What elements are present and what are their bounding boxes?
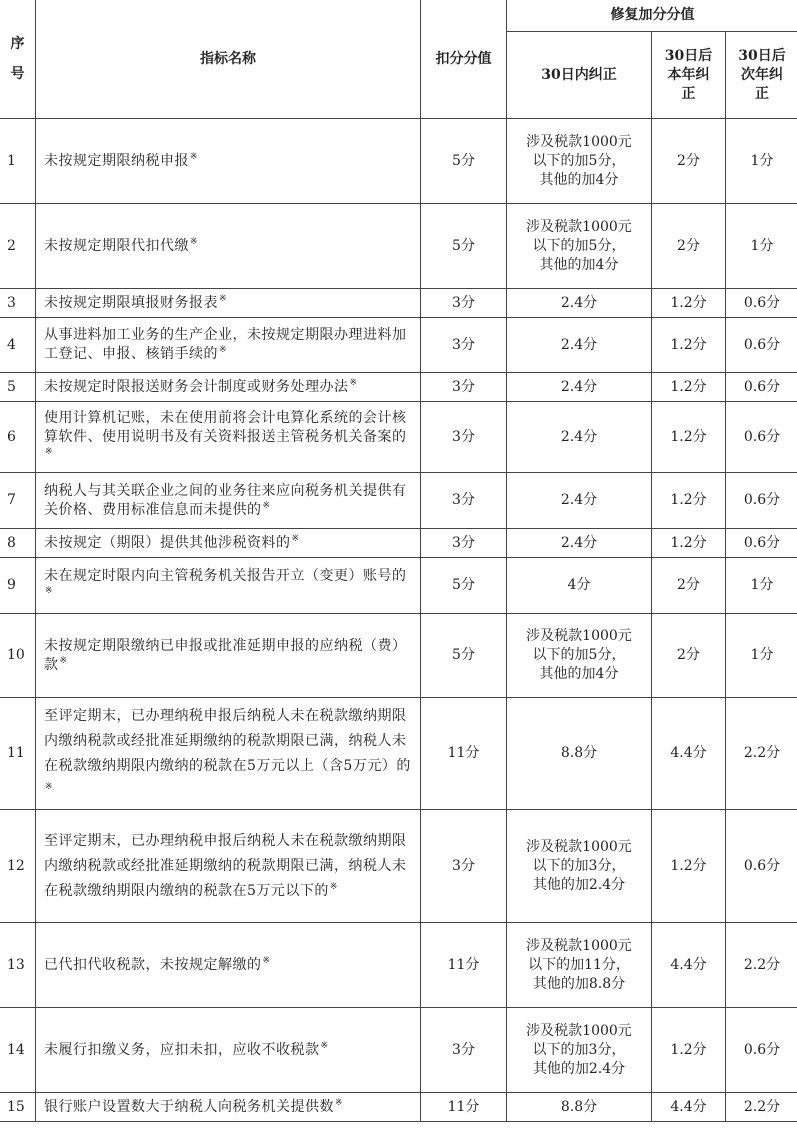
deduct-score: 3分 [421, 529, 507, 558]
table-row [0, 318, 797, 373]
header-deduct: 扣分分值 [421, 0, 507, 119]
deduct-score: 11分 [421, 1093, 507, 1122]
indicator-name: 未按规定期限填报财务报表※ [36, 289, 421, 318]
reference-mark: ※ [45, 446, 54, 457]
repair-after-30-next-year: 0.6分 [726, 373, 797, 402]
table-row [0, 614, 797, 698]
deduct-score: 3分 [421, 318, 507, 373]
indicator-name: 使用计算机记账，未在使用前将会计电算化系统的会计核算软件、使用说明书及有关资料报送主管税务机关备案的※ [36, 402, 421, 473]
deduct-score: 5分 [421, 614, 507, 698]
repair-after-30-next-year: 0.6分 [726, 473, 797, 529]
repair-after-30-this-year: 1.2分 [652, 402, 726, 473]
row-number: 2 [0, 204, 36, 289]
indicator-name: 未按规定期限缴纳已申报或批准延期申报的应纳税（费）款※ [36, 614, 421, 698]
repair-within-30-days: 8.8分 [507, 698, 652, 810]
row-number: 1 [0, 119, 36, 204]
table-row [0, 810, 797, 923]
row-number: 9 [0, 558, 36, 614]
repair-after-30-next-year: 0.6分 [726, 289, 797, 318]
row-number: 4 [0, 318, 36, 373]
repair-within-30-days: 4分 [507, 558, 652, 614]
table-row [0, 289, 797, 318]
repair-after-30-this-year: 1.2分 [652, 318, 726, 373]
reference-mark: ※ [320, 1040, 329, 1051]
reference-mark: ※ [59, 655, 68, 666]
table-row [0, 119, 797, 204]
repair-within-30-days: 2.4分 [507, 529, 652, 558]
indicator-name: 从事进料加工业务的生产企业，未按规定期限办理进料加工登记、申报、核销手续的※ [36, 318, 421, 373]
repair-after-30-next-year: 0.6分 [726, 318, 797, 373]
repair-after-30-this-year: 1.2分 [652, 1008, 726, 1093]
reference-mark: ※ [45, 585, 54, 596]
indicator-name: 至评定期末，已办理纳税申报后纳税人未在税款缴纳期限内缴纳税款或经批准延期缴纳的税款期限已满，纳税人未在税款缴纳期限内缴纳的税款在5万元以下的※ [36, 810, 421, 923]
repair-after-30-this-year: 1.2分 [652, 289, 726, 318]
deduct-score: 3分 [421, 373, 507, 402]
table-row [0, 204, 797, 289]
deduct-score: 11分 [421, 923, 507, 1008]
table-row [0, 1008, 797, 1093]
repair-after-30-next-year: 2.2分 [726, 698, 797, 810]
repair-after-30-next-year: 1分 [726, 614, 797, 698]
deduct-score: 5分 [421, 119, 507, 204]
repair-within-30-days: 2.4分 [507, 289, 652, 318]
repair-after-30-this-year: 4.4分 [652, 923, 726, 1008]
row-number: 15 [0, 1093, 36, 1122]
repair-within-30-days: 涉及税款1000元 以下的加5分， 其他的加4分 [507, 204, 652, 289]
repair-within-30-days: 2.4分 [507, 373, 652, 402]
row-number: 6 [0, 402, 36, 473]
table-body [0, 119, 797, 1122]
repair-after-30-next-year: 0.6分 [726, 529, 797, 558]
repair-within-30-days: 涉及税款1000元 以下的加5分， 其他的加4分 [507, 119, 652, 204]
row-number: 5 [0, 373, 36, 402]
header-indicator: 指标名称 [36, 0, 421, 119]
deduct-score: 3分 [421, 289, 507, 318]
indicator-name: 至评定期末，已办理纳税申报后纳税人未在税款缴纳期限内缴纳税款或经批准延期缴纳的税款期限已满，纳税人未在税款缴纳期限内缴纳的税款在5万元以上（含5万元）的※ [36, 698, 421, 810]
row-number: 8 [0, 529, 36, 558]
header-after30-next-year: 30日后 次年纠 正 [726, 32, 797, 119]
reference-mark: ※ [190, 151, 199, 162]
row-number: 12 [0, 810, 36, 923]
repair-after-30-this-year: 4.4分 [652, 1093, 726, 1122]
deduct-score: 11分 [421, 698, 507, 810]
repair-after-30-this-year: 1.2分 [652, 810, 726, 923]
repair-after-30-next-year: 2.2分 [726, 923, 797, 1008]
table-row [0, 558, 797, 614]
indicator-name: 已代扣代收税款，未按规定解缴的※ [36, 923, 421, 1008]
repair-within-30-days: 涉及税款1000元 以下的加3分， 其他的加2.4分 [507, 1008, 652, 1093]
indicator-name: 未履行扣缴义务，应扣未扣，应收不收税款※ [36, 1008, 421, 1093]
deduct-score: 5分 [421, 204, 507, 289]
repair-after-30-this-year: 2分 [652, 558, 726, 614]
repair-after-30-this-year: 2分 [652, 119, 726, 204]
repair-after-30-next-year: 0.6分 [726, 810, 797, 923]
reference-mark: ※ [262, 500, 271, 511]
repair-after-30-next-year: 1分 [726, 558, 797, 614]
row-number: 10 [0, 614, 36, 698]
repair-after-30-next-year: 2.2分 [726, 1093, 797, 1122]
repair-after-30-next-year: 1分 [726, 119, 797, 204]
indicator-name: 未按规定（期限）提供其他涉税资料的※ [36, 529, 421, 558]
indicator-name: 未按规定期限纳税申报※ [36, 119, 421, 204]
row-number: 14 [0, 1008, 36, 1093]
table-row [0, 923, 797, 1008]
repair-after-30-this-year: 2分 [652, 614, 726, 698]
reference-mark: ※ [349, 377, 358, 388]
repair-within-30-days: 2.4分 [507, 402, 652, 473]
row-number: 3 [0, 289, 36, 318]
deduct-score: 3分 [421, 402, 507, 473]
repair-within-30-days: 涉及税款1000元 以下的加5分， 其他的加4分 [507, 614, 652, 698]
repair-after-30-next-year: 1分 [726, 204, 797, 289]
deduct-score: 3分 [421, 473, 507, 529]
indicator-name: 银行账户设置数大于纳税人向税务机关提供数※ [36, 1093, 421, 1122]
repair-after-30-next-year: 0.6分 [726, 1008, 797, 1093]
repair-after-30-this-year: 4.4分 [652, 698, 726, 810]
indicator-name: 未按规定时限报送财务会计制度或财务处理办法※ [36, 373, 421, 402]
reference-mark: ※ [262, 955, 271, 966]
table-row [0, 698, 797, 810]
repair-within-30-days: 8.8分 [507, 1093, 652, 1122]
reference-mark: ※ [329, 881, 338, 892]
repair-after-30-this-year: 1.2分 [652, 473, 726, 529]
deduct-score: 3分 [421, 1008, 507, 1093]
header-within30: 30日内纠正 [507, 32, 652, 119]
repair-within-30-days: 涉及税款1000元 以下的加11分， 其他的加8.8分 [507, 923, 652, 1008]
reference-mark: ※ [45, 781, 54, 792]
repair-within-30-days: 涉及税款1000元 以下的加3分， 其他的加2.4分 [507, 810, 652, 923]
reference-mark: ※ [335, 1097, 344, 1108]
row-number: 7 [0, 473, 36, 529]
reference-mark: ※ [291, 533, 300, 544]
table-row [0, 402, 797, 473]
repair-within-30-days: 2.4分 [507, 318, 652, 373]
row-number: 11 [0, 698, 36, 810]
header-after30-this-year: 30日后 本年纠 正 [652, 32, 726, 119]
deduct-score: 3分 [421, 810, 507, 923]
header-seq: 序 号 [0, 0, 36, 119]
table-row [0, 529, 797, 558]
table-row [0, 373, 797, 402]
repair-after-30-this-year: 1.2分 [652, 529, 726, 558]
reference-mark: ※ [219, 345, 228, 356]
indicator-name: 未在规定时限内向主管税务机关报告开立（变更）账号的※ [36, 558, 421, 614]
repair-within-30-days: 2.4分 [507, 473, 652, 529]
indicator-name: 未按规定期限代扣代缴※ [36, 204, 421, 289]
deduct-score: 5分 [421, 558, 507, 614]
row-number: 13 [0, 923, 36, 1008]
indicator-name: 纳税人与其关联企业之间的业务往来应向税务机关提供有关价格、费用标准信息而未提供的※ [36, 473, 421, 529]
header-repair-group: 修复加分分值 [507, 0, 797, 32]
reference-mark: ※ [190, 236, 199, 247]
repair-after-30-this-year: 1.2分 [652, 373, 726, 402]
table-row [0, 473, 797, 529]
repair-after-30-this-year: 2分 [652, 204, 726, 289]
table-row [0, 1093, 797, 1122]
repair-after-30-next-year: 0.6分 [726, 402, 797, 473]
reference-mark: ※ [219, 293, 228, 304]
